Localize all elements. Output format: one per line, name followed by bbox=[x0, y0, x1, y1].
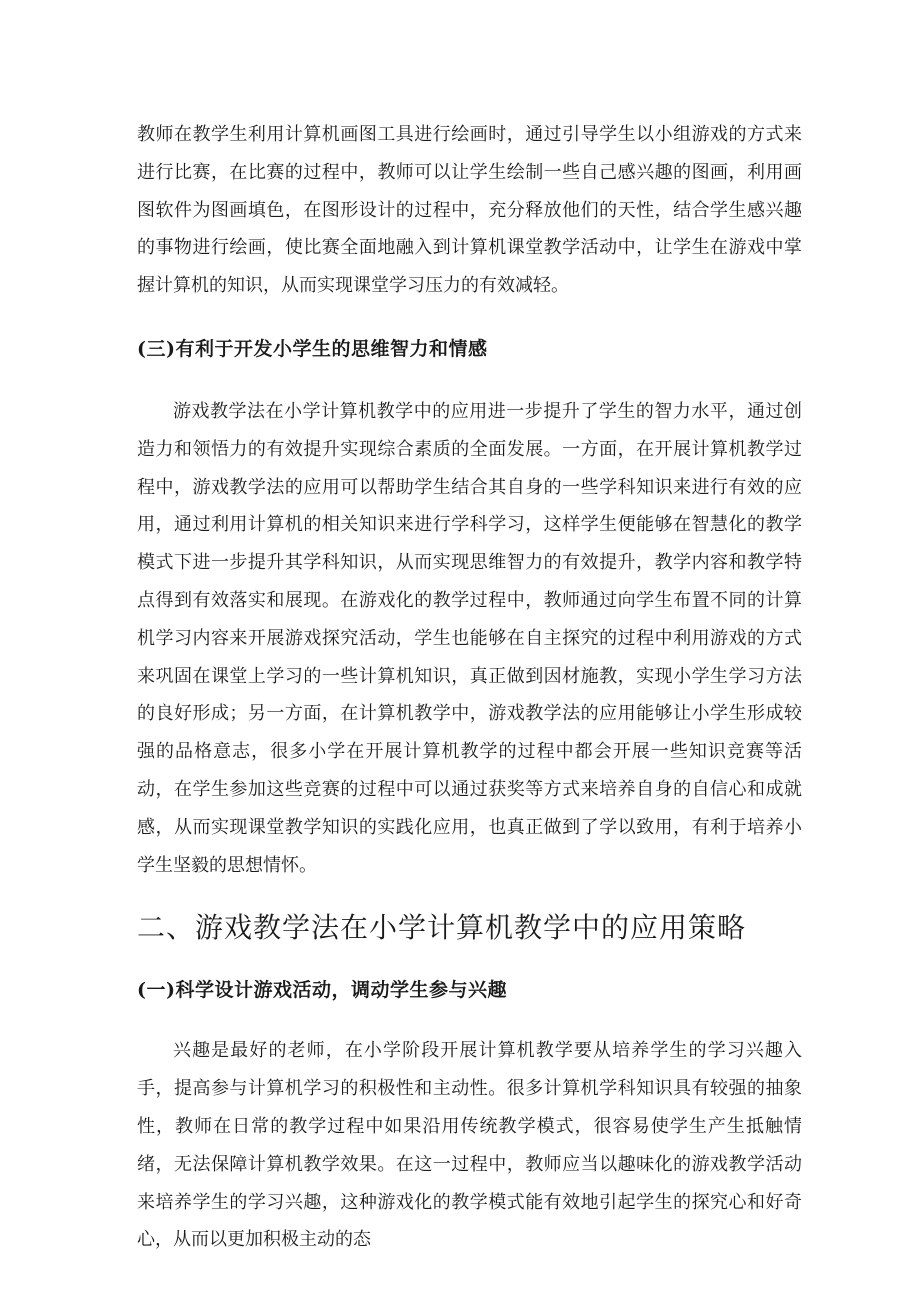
section-subheading: (三)有利于开发小学生的思维智力和情感 bbox=[137, 337, 488, 360]
body-paragraph: 游戏教学法在小学计算机教学中的应用进一步提升了学生的智力水平，通过创造力和领悟力的有效提升实现综合素质的全面发展。一方面，在开展计算机教学过程中，游戏教学法的应用可以帮助学生结合其自身的一些学科知识来进行有效的应用，通过利用计算机的相关知识来进行学科学习，这样学生便能够在智慧化的教学模式下进一步提升其学科知识，从而实现思维智力的有效提升，教学内容和教学特点得到有效落实和展现。在游戏化的教学过程中，教师通过向学生布置不同的计算机学习内容来开展游戏探究活动，学生也能够在自主探究的过程中利用游戏的方式来巩固在课堂上学习的一些计算机知识，真正做到因材施教，实现小学生学习方法的良好形成；另一方面，在计算机教学中，游戏教学法的应用能够让小学生形成较强的品格意志，很多小学在开展计算机教学的过程中都会开展一些知识竞赛等活动，在学生参加这些竞赛的过程中可以通过获奖等方式来培养自身的自信心和成就感，从而实现课堂教学知识的实践化应用，也真正做到了学以致用，有利于培养小学生坚毅的思想情怀。 bbox=[137, 400, 802, 876]
body-paragraph: 教师在教学生利用计算机画图工具进行绘画时，通过引导学生以小组游戏的方式来进行比赛，在比赛的过程中，教师可以让学生绘制一些自己感兴趣的图画，利用画图软件为图画填色，在图形设计的过程中，充分释放他们的天性，结合学生感兴趣的事物进行绘画，使比赛全面地融入到计算机课堂教学活动中，让学生在游戏中掌握计算机的知识，从而实现课堂学习压力的有效减轻。 bbox=[137, 124, 802, 297]
section-subheading: (一)科学设计游戏活动，调动学生参与兴趣 bbox=[137, 979, 507, 1002]
document-page bbox=[137, 116, 802, 1259]
body-paragraph: 兴趣是最好的老师，在小学阶段开展计算机教学要从培养学生的学习兴趣入手，提高参与计算机学习的积极性和主动性。很多计算机学科知识具有较强的抽象性，教师在日常的教学过程中如果沿用传统教学模式，很容易使学生产生抵触情绪，无法保障计算机教学效果。在这一过程中，教师应当以趣味化的游戏教学活动来培养学生的学习兴趣，这种游戏化的教学模式能有效地引起学生的探究心和好奇心，从而以更加积极主动的态 bbox=[137, 1040, 802, 1251]
section-heading: 二、游戏教学法在小学计算机教学中的应用策略 bbox=[137, 911, 747, 945]
